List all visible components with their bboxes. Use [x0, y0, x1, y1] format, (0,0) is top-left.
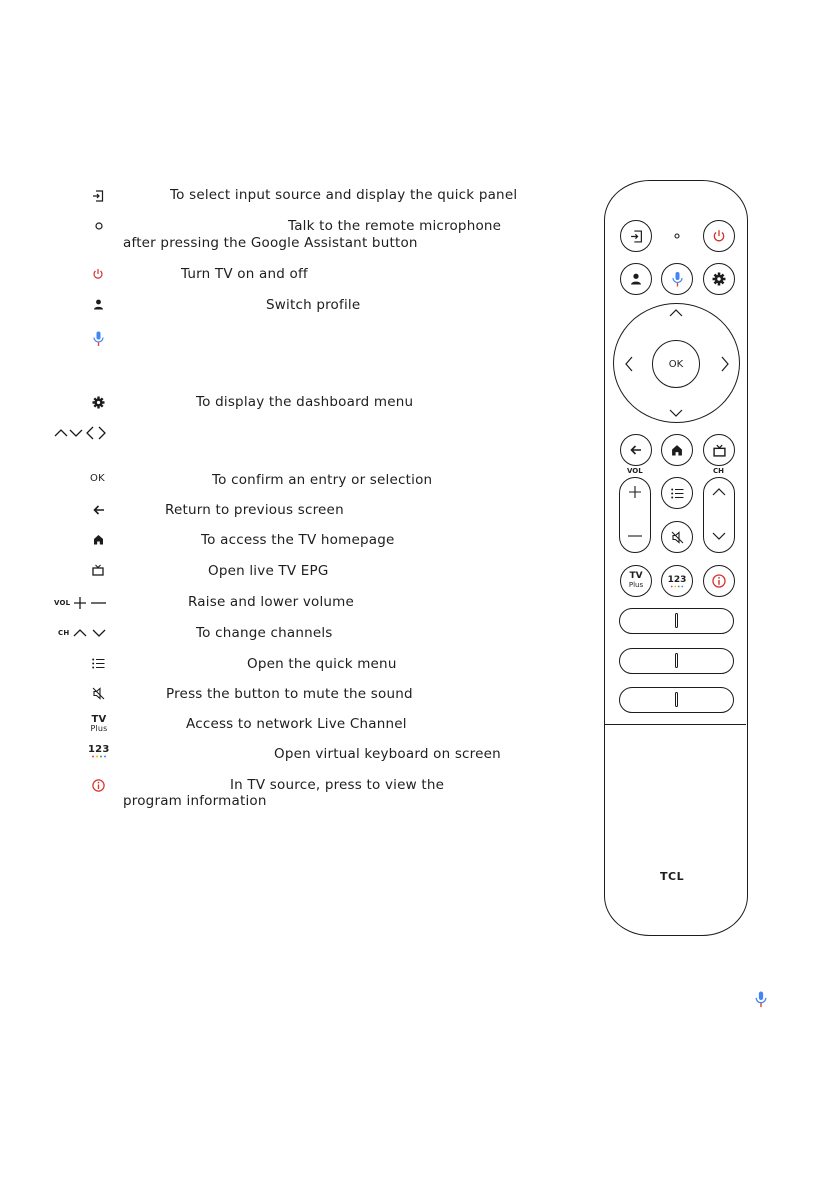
remote-microphone-dot-icon	[674, 233, 680, 239]
vol-label: VOL	[54, 599, 71, 607]
google-assistant-mic-icon	[755, 991, 767, 1008]
home-icon	[671, 444, 683, 456]
tv-plus-sublabel: Plus	[628, 581, 644, 589]
legend-text-line2: program information	[123, 793, 267, 809]
power-icon	[712, 229, 726, 243]
remote-app-button-3	[619, 687, 734, 713]
legend-text: Turn TV on and off	[181, 266, 308, 282]
profile-icon	[93, 299, 104, 310]
home-icon	[93, 534, 104, 545]
legend-text-line2: after pressing the Google Assistant button	[123, 235, 418, 251]
list-menu-icon	[92, 658, 105, 669]
remote-live-tv-button	[703, 434, 735, 466]
remote-volume-rocker	[619, 477, 651, 553]
remote-power-button	[703, 220, 735, 252]
remote-ch-label: CH	[713, 467, 724, 475]
tv-plus-label: TV	[629, 571, 643, 581]
tv-plus-sublabel: Plus	[90, 724, 108, 733]
legend-text: Raise and lower volume	[188, 594, 355, 610]
profile-icon	[630, 273, 642, 285]
remote-dpad	[613, 303, 740, 423]
legend-text: Open the quick menu	[247, 656, 397, 672]
remote-channel-rocker	[703, 477, 735, 553]
legend-text: Open virtual keyboard on screen	[274, 746, 501, 762]
tv-plus-icon	[88, 715, 110, 733]
remote-home-button	[661, 434, 693, 466]
legend-text: Talk to the remote microphone	[288, 218, 502, 234]
back-arrow-icon	[630, 445, 642, 455]
legend-text: To confirm an entry or selection	[212, 472, 433, 488]
live-tv-icon	[713, 444, 726, 457]
remote-profile-button	[620, 263, 652, 295]
remote-input-button	[620, 220, 652, 252]
legend-text: To display the dashboard menu	[196, 394, 414, 410]
remote-control-illustration	[604, 180, 748, 936]
legend-text: Switch profile	[266, 297, 361, 313]
channel-icon	[58, 627, 107, 639]
input-icon	[630, 230, 643, 243]
direction-arrows-icon	[54, 426, 108, 440]
legend-text: Return to previous screen	[165, 502, 344, 518]
ch-label: CH	[58, 629, 70, 637]
list-menu-icon	[671, 488, 684, 499]
tv-plus-label: TV	[91, 714, 107, 725]
remote-keypad-button	[661, 565, 693, 597]
legend-text: To change channels	[196, 625, 333, 641]
legend-text: In TV source, press to view the	[230, 777, 445, 793]
remote-quick-menu-button	[661, 477, 693, 509]
settings-gear-icon	[712, 272, 726, 286]
keypad-label: 123	[88, 744, 110, 755]
remote-assistant-button	[661, 263, 693, 295]
power-icon	[92, 268, 104, 280]
legend-text: To access the TV homepage	[201, 532, 395, 548]
google-assistant-mic-icon	[672, 271, 683, 288]
remote-ok-button	[652, 340, 700, 388]
remote-back-button	[620, 434, 652, 466]
keypad-123-icon	[88, 745, 109, 758]
mute-icon	[671, 531, 684, 544]
remote-vol-label: VOL	[627, 467, 643, 475]
remote-app-button-1	[619, 608, 734, 634]
ok-icon: OK	[90, 473, 105, 484]
info-icon	[92, 779, 105, 792]
microphone-dot-icon	[95, 222, 103, 230]
keypad-label: 123	[667, 574, 687, 585]
remote-settings-button	[703, 263, 735, 295]
input-icon	[92, 190, 104, 202]
legend-text: Access to network Live Channel	[186, 716, 407, 732]
remote-app-button-2	[619, 648, 734, 674]
info-icon	[712, 574, 726, 588]
remote-info-button	[703, 565, 735, 597]
settings-gear-icon	[92, 396, 105, 409]
legend-text: To select input source and display the quick panel	[170, 187, 518, 203]
remote-tv-plus-button	[620, 565, 652, 597]
legend-text: Open live TV EPG	[208, 563, 329, 579]
legend-text: Press the button to mute the sound	[166, 686, 413, 702]
remote-brand-logo: TCL	[660, 870, 685, 883]
back-arrow-icon	[93, 505, 105, 515]
remote-mute-button	[661, 521, 693, 553]
live-tv-icon	[92, 564, 104, 576]
volume-icon	[54, 596, 107, 610]
remote-divider	[605, 724, 746, 725]
google-assistant-mic-icon	[93, 331, 104, 347]
ok-label: OK	[668, 358, 684, 370]
mute-icon	[92, 687, 105, 700]
